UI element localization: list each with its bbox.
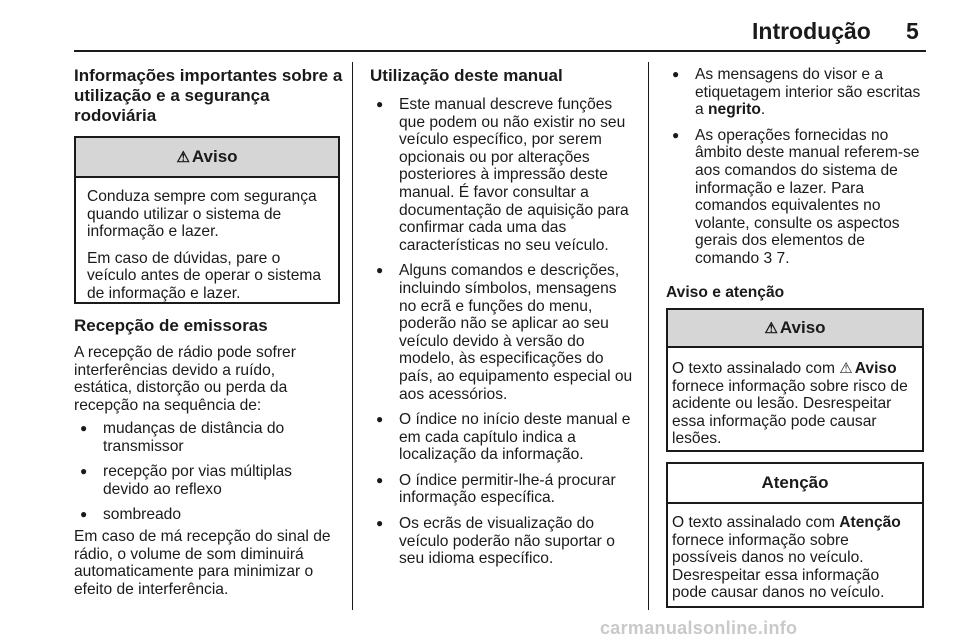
box-text: O texto assinalado com (672, 360, 840, 377)
section-heading-reception: Recepção de emissoras (74, 316, 268, 335)
section-heading-safety: Informações importantes sobre a utilização e a segurança rodoviária (74, 66, 343, 125)
section-heading-warnings: Aviso e atenção (666, 284, 785, 301)
page-number: 5 (906, 18, 919, 44)
column-divider-1 (352, 62, 353, 610)
warning-triangle-icon: ⚠ (176, 149, 190, 166)
warning-box (74, 136, 340, 304)
list-item: ● O índice no início deste manual e em cada capítulo indica a localização da informação. (370, 411, 636, 464)
page-reference: 7. (776, 249, 790, 267)
reception-outro: Em caso de má recepção do sinal de rádio, o volume de som diminuirá automaticamente para minimizar o efeito de interferência. (74, 528, 331, 598)
list-item (666, 66, 928, 119)
list-item: ● mudanças de distância do transmissor (74, 420, 336, 455)
warning-triangle-icon: ⚠ (764, 320, 778, 337)
attention-box-body (668, 504, 922, 602)
warning-box-body (76, 178, 338, 303)
warning-box-header (668, 310, 922, 348)
interface-bullet-list (666, 66, 928, 268)
header-rule (74, 50, 926, 52)
page-header-title: Introdução (752, 18, 871, 44)
warning-box-title: Aviso (191, 147, 238, 166)
box-text: fornece informação sobre possíveis danos no veículo. Desrespeitar essa informação pode causar danos no veículo. (672, 531, 885, 602)
attention-box (666, 462, 924, 608)
box-text: fornece informação sobre risco de acidente ou lesão. Desrespeitar essa informação pode causar lesões. (672, 377, 908, 448)
bullet-text-end: . (760, 101, 766, 119)
list-item: ● Alguns comandos e descrições, incluindo símbolos, mensagens no ecrã e funções do menu, poderão não se aplicar ao seu veículo devido à versão do modelo, às especificações do país, ao equipamento especial ou aos acessórios. (370, 262, 636, 403)
bold-term: negrito (708, 101, 761, 119)
list-item: ● O índice permitir-lhe-á procurar informação específica. (370, 472, 636, 507)
manual-bullet-list (370, 96, 636, 568)
warning-paragraph: Em caso de dúvidas, pare o veículo antes de operar o sistema de informação e lazer. (87, 249, 322, 302)
bold-term: Atenção (839, 514, 901, 531)
column-divider-2 (648, 62, 649, 610)
list-item: ● Os ecrãs de visualização do veículo poderão não suportar o seu idioma específico. (370, 515, 636, 568)
list-item (666, 127, 928, 268)
warning-box-title: Aviso (779, 318, 826, 337)
reception-bullet-list (74, 420, 336, 524)
bullet-text: As mensagens do visor e a etiquetagem interior são escritas a (695, 66, 921, 119)
section-heading-manual: Utilização deste manual (370, 66, 563, 85)
warning-box (666, 308, 924, 452)
page-reference-arrow-icon: 3 (763, 249, 773, 267)
list-item: ● recepção por vias múltiplas devido ao reflexo (74, 463, 336, 498)
box-text: O texto assinalado com (672, 514, 840, 531)
bold-term: Aviso (854, 360, 897, 377)
warning-box-body (668, 348, 922, 448)
reception-intro: A recepção de rádio pode sofrer interferências devido a ruído, estática, distorção ou perda da recepção na sequência de: (74, 344, 296, 414)
watermark-logo: carmanualsonline.info (600, 618, 798, 638)
warning-paragraph: Conduza sempre com segurança quando utilizar o sistema de informação e lazer. (87, 188, 317, 241)
warning-box-header (76, 138, 338, 178)
list-item: ● Este manual descreve funções que podem ou não existir no seu veículo específico, por serem opcionais ou por alterações posteriores à impressão deste manual. É favor consultar a documentação de aquisição para confirmar cada uma das características no seu veículo. (370, 96, 636, 254)
bullet-text: As operações fornecidas no âmbito deste manual referem-se aos comandos do sistema de informação e lazer. Para comandos equivalentes no volante, consulte os aspectos gerais dos elementos de comando (695, 126, 920, 267)
warning-triangle-icon: ⚠ (839, 360, 853, 377)
attention-box-header: Atenção (668, 464, 922, 504)
list-item: ● sombreado (74, 506, 336, 524)
